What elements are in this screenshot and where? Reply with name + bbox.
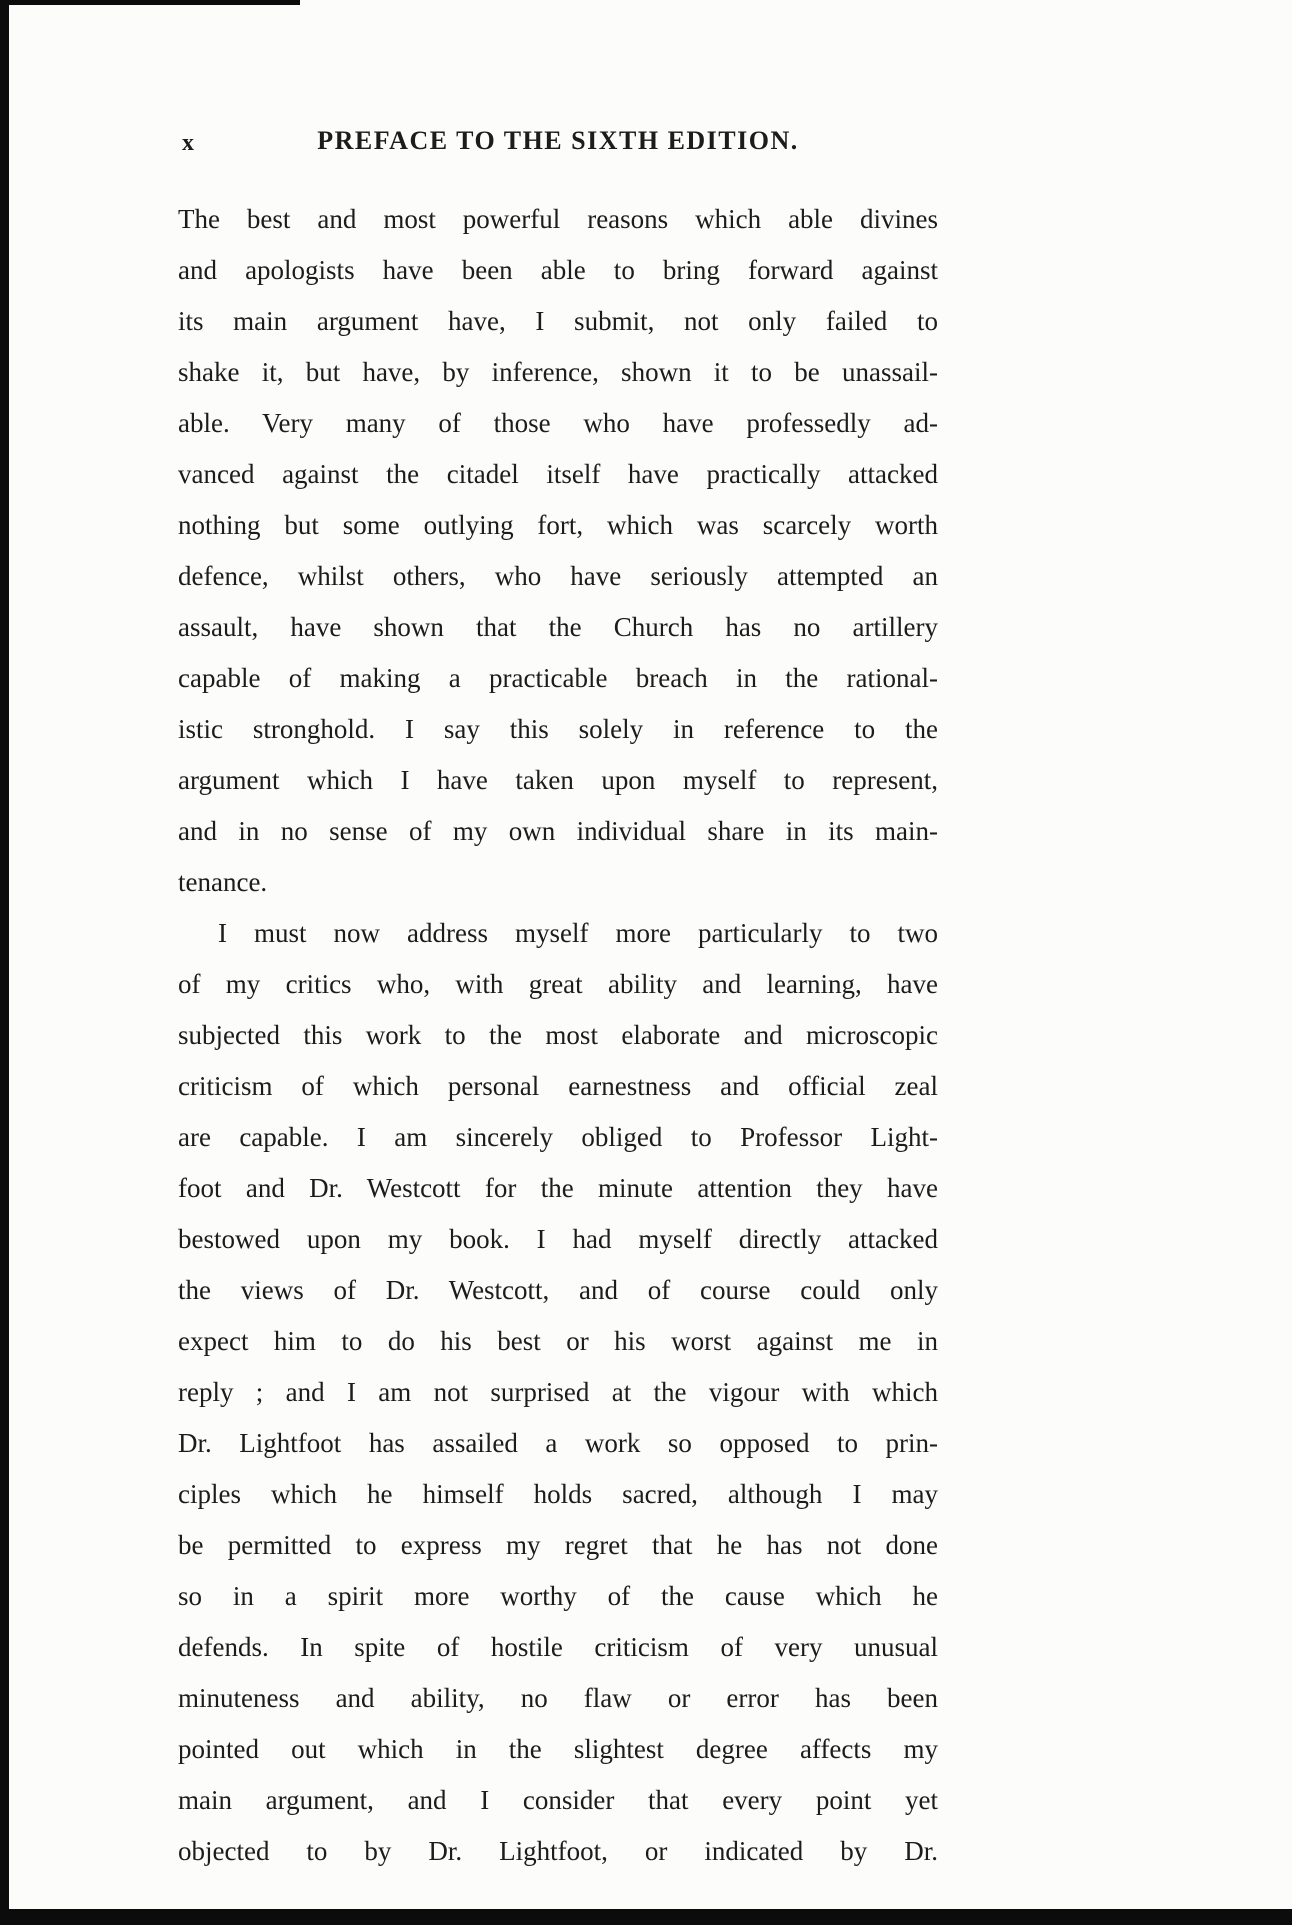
paragraph	[178, 908, 938, 1877]
text-line: are capable. I am sincerely obliged to Professor Light-	[178, 1122, 938, 1152]
text-line: subjected this work to the most elaborate and microscopic	[178, 1020, 938, 1050]
text-line: pointed out which in the slightest degree affects my	[178, 1734, 938, 1764]
text-line: shake it, but have, by inference, shown it to be unassail-	[178, 357, 938, 387]
text-line: expect him to do his best or his worst against me in	[178, 1326, 938, 1356]
text-line: able. Very many of those who have professedly ad-	[178, 408, 938, 438]
text-line: The best and most powerful reasons which able divines	[178, 204, 938, 234]
text-line: bestowed upon my book. I had myself directly attacked	[178, 1224, 938, 1254]
page-content	[178, 126, 938, 1877]
text-line: ciples which he himself holds sacred, although I may	[178, 1479, 938, 1509]
text-line: and in no sense of my own individual share in its main-	[178, 816, 938, 846]
text-line: objected to by Dr. Lightfoot, or indicated by Dr.	[178, 1836, 938, 1866]
text-line: capable of making a practicable breach in the rational-	[178, 663, 938, 693]
text-line: vanced against the citadel itself have practically attacked	[178, 459, 938, 489]
text-line: I must now address myself more particularly to two	[218, 918, 938, 948]
text-line: criticism of which personal earnestness and official zeal	[178, 1071, 938, 1101]
text-line: istic stronghold. I say this solely in reference to the	[178, 714, 938, 744]
text-line: defends. In spite of hostile criticism of very unusual	[178, 1632, 938, 1662]
text-line: assault, have shown that the Church has no artillery	[178, 612, 938, 642]
text-line: of my critics who, with great ability and learning, have	[178, 969, 938, 999]
text-line: main argument, and I consider that every point yet	[178, 1785, 938, 1815]
page-title: PREFACE TO THE SIXTH EDITION.	[317, 126, 799, 155]
text-line: defence, whilst others, who have seriously attempted an	[178, 561, 938, 591]
text-line: Dr. Lightfoot has assailed a work so opposed to prin-	[178, 1428, 938, 1458]
text-line: foot and Dr. Westcott for the minute attention they have	[178, 1173, 938, 1203]
text-line: argument which I have taken upon myself to represent,	[178, 765, 938, 795]
text-line: the views of Dr. Westcott, and of course could only	[178, 1275, 938, 1305]
text-line: nothing but some outlying fort, which was scarcely worth	[178, 510, 938, 540]
page-number: x	[182, 130, 194, 156]
text-line: its main argument have, I submit, not only failed to	[178, 306, 938, 336]
text-line: and apologists have been able to bring forward against	[178, 255, 938, 285]
text-line: minuteness and ability, no flaw or error has been	[178, 1683, 938, 1713]
text-line: be permitted to express my regret that he has not done	[178, 1530, 938, 1560]
scan-edge-top	[0, 0, 300, 5]
scan-edge-left	[0, 0, 9, 1925]
text-line: so in a spirit more worthy of the cause which he	[178, 1581, 938, 1611]
page-body	[178, 194, 938, 1877]
page-header	[178, 126, 938, 168]
paragraph	[178, 194, 938, 908]
text-line: reply ; and I am not surprised at the vigour with which	[178, 1377, 938, 1407]
scan-edge-bottom	[0, 1909, 1292, 1925]
text-line: tenance.	[178, 867, 268, 897]
